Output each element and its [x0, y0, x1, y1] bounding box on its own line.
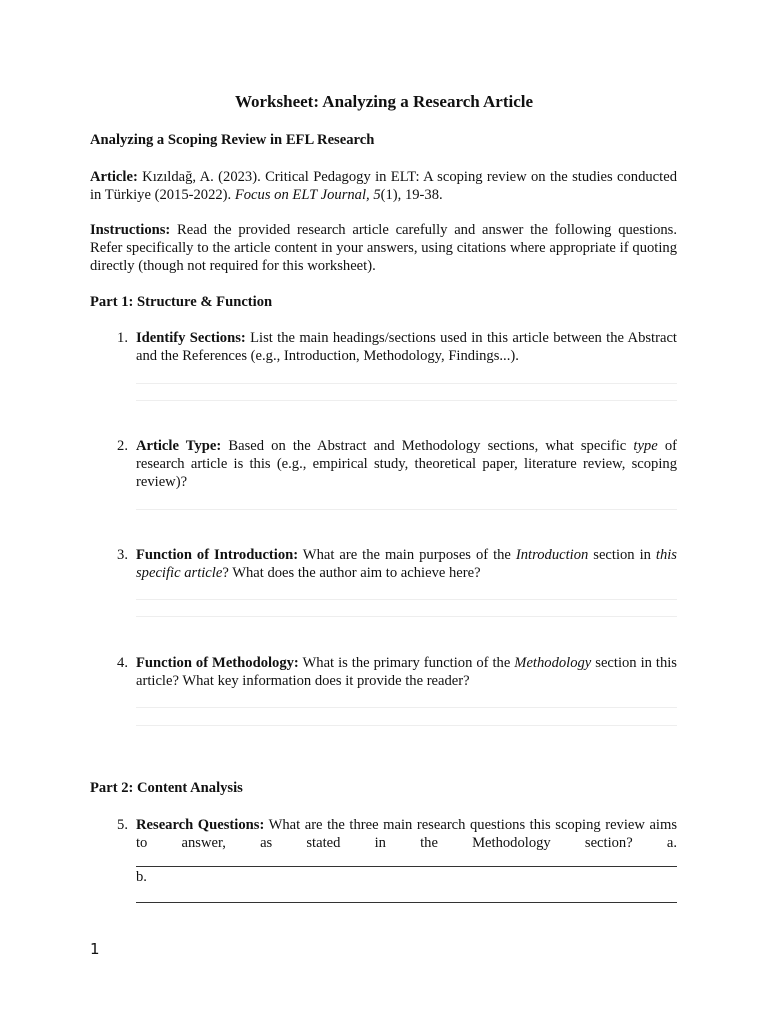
article-text-a: Kızıldağ, A. (2023). Critical Pedagogy in ELT: A scoping review on the studies conducted in Türkiye (2015-2022). — [90, 169, 677, 203]
answer-line-1b[interactable] — [136, 400, 677, 401]
question-1-body: List the main headings/sections used in this article between the Abstract and the References (e.g., Introduction, Methodology, Findings...). — [136, 330, 677, 364]
question-5-sub-b: b. — [136, 869, 147, 885]
question-5-number: 5. — [117, 817, 128, 833]
question-4-body-b: section in this article? What key information does it provide the reader? — [136, 655, 677, 689]
question-3-body-c: ? What does the author aim to achieve here? — [222, 565, 481, 581]
question-3-emphasis-1: Introduction — [515, 547, 589, 563]
question-2-text — [136, 437, 677, 491]
question-4-text — [136, 654, 677, 690]
article-text-b: (1), 19-38. — [380, 187, 443, 203]
question-2-body-a: Based on the Abstract and Methodology sections, what specific — [221, 438, 634, 454]
page-number: 1 — [90, 940, 100, 958]
question-4-number: 4. — [117, 655, 128, 671]
question-4-label: Function of Methodology: — [136, 655, 299, 671]
answer-line-4a[interactable] — [136, 707, 677, 708]
question-5-body: What are the three main research questions this scoping review aims to answer, as stated in the Methodology section? a. — [136, 817, 678, 851]
question-3-label: Function of Introduction: — [136, 547, 299, 563]
page-title: Worksheet: Analyzing a Research Article — [234, 92, 534, 111]
answer-line-1a[interactable] — [136, 383, 677, 384]
article-label: Article: — [90, 169, 138, 185]
answer-line-3b[interactable] — [136, 616, 677, 617]
subtitle: Analyzing a Scoping Review in EFL Research — [90, 132, 375, 148]
question-3-body-b: section in — [588, 547, 656, 563]
instructions — [90, 221, 677, 275]
instructions-text: Read the provided research article carefully and answer the following questions. Refer specifically to the article content in your answers, using citations where appropriate if quoting directly (though not required for this worksheet). — [90, 222, 677, 274]
question-5-label: Research Questions: — [136, 817, 265, 833]
instructions-label: Instructions: — [90, 222, 171, 238]
answer-line-3a[interactable] — [136, 599, 677, 600]
question-3-emphasis-2: this specific article — [136, 547, 677, 581]
part2-heading: Part 2: Content Analysis — [90, 780, 243, 796]
part1-heading: Part 1: Structure & Function — [90, 294, 273, 310]
question-4-emphasis: Methodology — [514, 655, 592, 671]
question-2-emphasis: type — [633, 438, 658, 454]
question-1-label: Identify Sections: — [136, 330, 246, 346]
question-5-text — [136, 816, 677, 852]
article-journal: Focus on ELT Journal, 5 — [234, 187, 381, 203]
question-3-number: 3. — [117, 547, 128, 563]
question-3-text — [136, 546, 677, 582]
question-1-number: 1. — [117, 330, 128, 346]
question-1-text — [136, 329, 677, 365]
answer-line-4b[interactable] — [136, 725, 677, 726]
answer-line-2[interactable] — [136, 509, 677, 510]
question-2-body-b: of research article is this (e.g., empirical study, theoretical paper, literature review, scoping review)? — [136, 438, 677, 490]
answer-line-5b[interactable] — [136, 902, 677, 903]
question-4-body-a: What is the primary function of the — [298, 655, 515, 671]
article-citation — [90, 168, 677, 204]
question-2-label: Article Type: — [136, 438, 222, 454]
answer-line-5a[interactable] — [136, 866, 677, 867]
question-3-body-a: What are the main purposes of the — [298, 547, 516, 563]
question-2-number: 2. — [117, 438, 128, 454]
